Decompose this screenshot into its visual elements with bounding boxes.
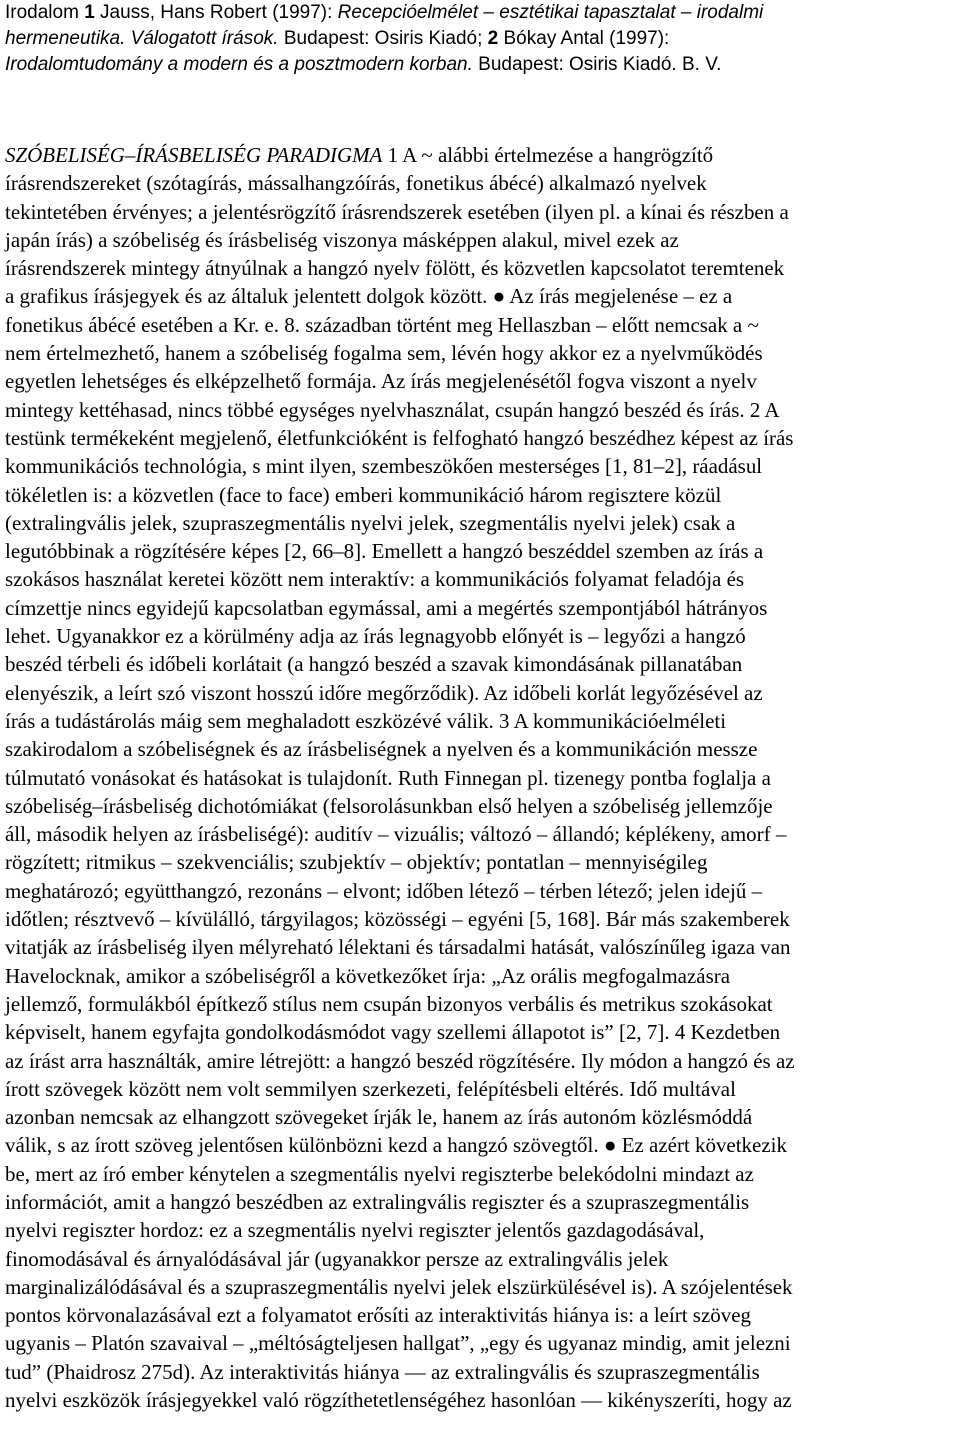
body-line: mintegy kettéhasad, nincs többé egységes nyelvhasználat, csupán hangzó beszéd és írás. 2 A (5, 397, 780, 422)
body-line: címzettje nincs egyidejű kapcsolatban egymással, ami a megértés szempontjából hátrányos (5, 595, 768, 620)
body-line: be, mert az író ember kénytelen a szegmentális nyelvi regiszterbe belekódolni mindazt az (5, 1161, 754, 1186)
body-line: fonetikus ábécé esetében a Kr. e. 8. században történt meg Hellaszban – előtt nemcsak a ~ (5, 312, 759, 337)
reference-text: Irodalomtudomány a modern és a posztmodern korban. (5, 54, 473, 75)
reference-text: Irodalom (5, 2, 85, 23)
body-line: egyetlen lehetséges és elképzelhető formája. Az írás megjelenésétől fogva viszont a nyelv (5, 369, 757, 394)
body-line: japán írás) a szóbeliség és írásbeliség viszonya másképpen alakul, mivel ezek az (5, 227, 679, 252)
body-line: szokásos használat keretei között nem interaktív: a kommunikációs folyamat feladója és (5, 567, 745, 592)
reference-text: Bókay Antal (1997): (498, 28, 670, 49)
body-line: vitatják az írásbeliség ilyen mélyreható lélektani és társadalmi hatását, valószínűleg igaza van (5, 935, 791, 960)
body-line: marginalizálódásával és a szupraszegmentális nyelvi jelek elszürkülésével is). A szójelentések (5, 1274, 793, 1299)
body-line: írásrendszerek mintegy átnyúlnak a hangzó nyelv fölött, és közvetlen kapcsolatot teremtenek (5, 256, 785, 281)
body-line: beszéd térbeli és időbeli korlátait (a hangzó beszéd a szavak kimondásának pillanatában (5, 652, 743, 677)
body-line: tekintetében érvényes; a jelentésrögzítő írásrendszerek esetében (ilyen pl. a kínai és részben a (5, 199, 789, 224)
reference-line (5, 0, 945, 26)
body-line: jellemző, formulákból építkező stílus nem csupán bizonyos verbális és metrikus szokásokat (5, 991, 773, 1016)
reference-text: Recepcióelmélet – esztétikai tapasztalat – irodalmi (337, 2, 764, 23)
body-line: írásrendszereket (szótagírás, mássalhangzóírás, fonetikus ábécé) alkalmazó nyelvek (5, 171, 707, 196)
body-line: írás a tudástárolás máig sem meghaladott eszközévé válik. 3 A kommunikációelméleti (5, 708, 727, 733)
body-line: kommunikációs technológia, s mint ilyen, szembeszökően mesterséges [1, 81–2], ráadásul (5, 454, 763, 479)
body-line: elenyészik, a leírt szó viszont hosszú időre megőrződik). Az időbeli korlát legyőzésével az (5, 680, 763, 705)
body-line: nyelvi eszközök írásjegyekkel való rögzíthetetlenségéhez hasonlóan — kikényszeríti, hogy az (5, 1388, 792, 1413)
body-line: Havelocknak, amikor a szóbeliségről a következőket írja: „Az orális megfogalmazásra (5, 963, 731, 988)
body-line: túlmutató vonásokat és hatásokat is tulajdonít. Ruth Finnegan pl. tizenegy pontba foglalja a (5, 765, 771, 790)
body-line: szóbeliség–írásbeliség dichotómiákat (felsorolásunkban első helyen a szóbeliség jellemzője (5, 793, 773, 818)
body-line: szakirodalom a szóbeliségnek és az írásbeliségnek a nyelven és a kommunikáción messze (5, 737, 758, 762)
body-line: nyelvi regiszter hordoz: ez a szegmentális nyelvi regiszter jelentős gazdagodásával, (5, 1218, 705, 1243)
reference-line (5, 52, 945, 78)
body-line: időtlen; résztvevő – kívülálló, tárgyilagos; közösségi – egyéni [5, 168]. Bár más szakemberek (5, 907, 790, 932)
body-line: információt, amit a hangzó beszédben az extralingvális regiszter és a szupraszegmentális (5, 1189, 750, 1214)
body-line: lehet. Ugyanakkor ez a körülmény adja az írás legnagyobb előnyét is – legyőzi a hangzó (5, 624, 746, 649)
reference-list (5, 0, 945, 78)
body-line: pontos körvonalazásával ezt a folyamatot erősíti az interaktivitás hiánya is: a leírt szöveg (5, 1303, 752, 1328)
reference-text: Jauss, Hans Robert (1997): (94, 2, 338, 23)
reference-line (5, 26, 945, 52)
body-line-rest: 1 A ~ alábbi értelmezése a hangrögzítő (382, 143, 714, 167)
body-line: (extralingvális jelek, szupraszegmentális nyelvi jelek, szegmentális nyelvi jelek) csak a (5, 510, 736, 535)
body-line: nem értelmezhető, hanem a szóbeliség fogalma sem, lévén hogy akkor ez a nyelvműködés (5, 341, 763, 366)
body-line: meghatározó; együtthangzó, rezonáns – elvont; időben létező – térben létező; jelen idejű – (5, 878, 763, 903)
body-line: ugyanis – Platón szavaival – „méltóságteljesen hallgat”, „egy és ugyanaz mindig, amit jelezni (5, 1331, 791, 1356)
body-line: testünk termékeként megjelenő, életfunkcióként is felfogható hangzó beszédhez képest az írás (5, 425, 794, 450)
body-line: rögzített; ritmikus – szekvenciális; szubjektív – objektív; pontatlan – mennyiségileg (5, 850, 708, 875)
body-line: képviselt, hanem egyfajta gondolkodásmódot vagy szellemi állapotot is” [2, 7]. 4 Kezdetben (5, 1020, 781, 1045)
body-line: az írást arra használták, amire létrejött: a hangzó beszéd rögzítésére. Ily módon a hangzó és az (5, 1048, 795, 1073)
entry-headword: SZÓBELISÉG–ÍRÁSBELISÉG PARADIGMA (5, 143, 383, 167)
body-line: legutóbbinak a rögzítésére képes [2, 66–8]. Emellett a hangzó beszéddel szemben az írás a (5, 539, 764, 564)
reference-text: hermeneutika. Válogatott írások. (5, 28, 279, 49)
body-line (5, 141, 955, 169)
body-line: tökéletlen is: a közvetlen (face to face) emberi kommunikáció három regisztere közül (5, 482, 722, 507)
body-line: finomodásával és árnyalódásával jár (ugyanakkor persze az extralingvális jelek (5, 1246, 669, 1271)
body-line: válik, s az írott szöveg jelentősen különbözni kezd a hangzó szövegtől. ● Ez azért következik (5, 1133, 787, 1158)
body-line: áll, második helyen az írásbeliségé): auditív – vizuális; változó – állandó; képlékeny, amorf – (5, 822, 787, 847)
reference-text: 2 (487, 28, 499, 49)
reference-text: 1 (84, 2, 95, 23)
reference-text: Budapest: Osiris Kiadó. B. V. (472, 54, 722, 75)
body-line: tud” (Phaidrosz 275d). Az interaktivitás hiánya — az extralingvális és szupraszegmentális (5, 1359, 760, 1384)
body-line: írott szövegek között nem volt semmilyen szerkezeti, felépítésbeli eltérés. Idő multával (5, 1076, 736, 1101)
body-text (5, 141, 957, 1414)
body-line: azonban nemcsak az elhangzott szövegeket írják le, hanem az írás autonóm közlésmóddá (5, 1105, 753, 1130)
reference-text: Budapest: Osiris Kiadó; (278, 28, 488, 49)
body-line: a grafikus írásjegyek és az általuk jelentett dolgok között. ● Az írás megjelenése – ez a (5, 284, 733, 309)
